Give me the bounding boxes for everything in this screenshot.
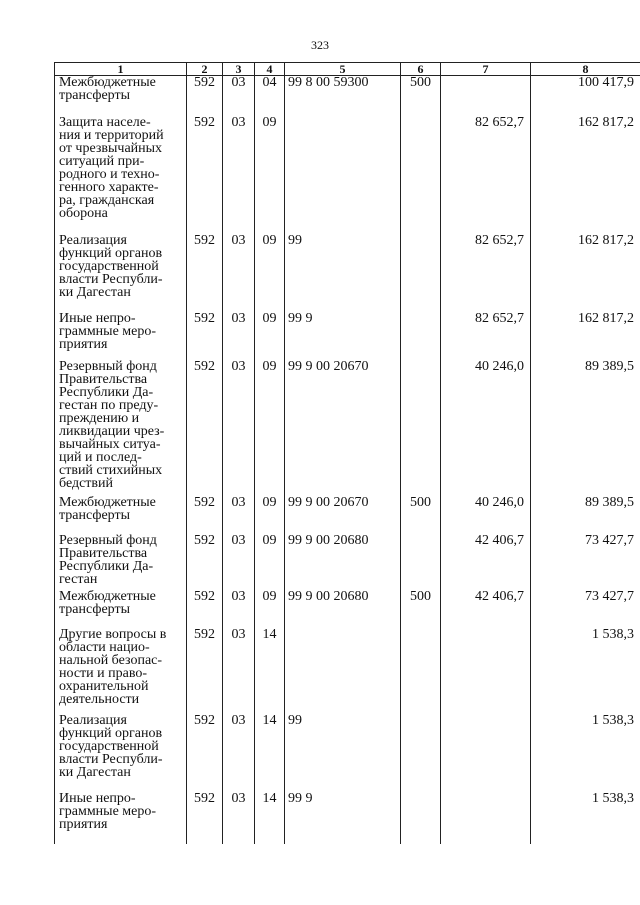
col-header-6: 6	[401, 63, 441, 76]
cell-amount-2: 73 427,7	[531, 534, 640, 590]
name-line: ки Дагестан	[59, 284, 131, 300]
cell-target-article: 99 9	[285, 312, 401, 360]
cell-amount-1: 82 652,7	[441, 312, 531, 360]
budget-table	[54, 62, 640, 844]
cell-kbk-admin: 592	[187, 312, 223, 360]
name-line: ния и территорий	[59, 127, 164, 143]
cell-amount-2: 1 538,3	[531, 714, 640, 792]
cell-amount-1: 40 246,0	[441, 496, 531, 534]
cell-amount-1	[441, 714, 531, 792]
col-header-5: 5	[285, 63, 401, 76]
cell-section: 03	[223, 714, 255, 792]
name-line: Республики Да-	[59, 384, 154, 400]
col-header-2: 2	[187, 63, 223, 76]
name-line: граммные меро-	[59, 323, 157, 339]
name-line: ки Дагестан	[59, 764, 131, 780]
name-line: ций и послед-	[59, 449, 142, 465]
name-line: трансферты	[59, 88, 131, 103]
table-row	[55, 116, 640, 234]
cell-section: 03	[223, 116, 255, 234]
cell-subsection: 09	[255, 534, 285, 590]
name-line: нальной безопас-	[59, 652, 163, 668]
name-line: Реализация	[59, 712, 127, 728]
cell-amount-2: 1 538,3	[531, 628, 640, 714]
name-line: Иные непро-	[59, 310, 136, 326]
name-line: функций органов	[59, 245, 163, 261]
table-body	[55, 76, 640, 844]
cell-name	[55, 76, 187, 116]
table-row	[55, 792, 640, 844]
cell-section: 03	[223, 496, 255, 534]
name-line: гестан	[59, 571, 98, 587]
name-line: гестан по преду-	[59, 397, 159, 413]
table-row	[55, 234, 640, 312]
cell-section: 03	[223, 534, 255, 590]
cell-amount-2: 100 417,9	[531, 76, 640, 116]
cell-name	[55, 360, 187, 496]
cell-amount-1: 42 406,7	[441, 534, 531, 590]
cell-subsection: 14	[255, 792, 285, 844]
cell-name	[55, 534, 187, 590]
name-line: Межбюджетные	[59, 588, 156, 604]
table-row	[55, 590, 640, 628]
cell-amount-2: 162 817,2	[531, 234, 640, 312]
name-line: Правительства	[59, 371, 148, 387]
cell-amount-2: 89 389,5	[531, 496, 640, 534]
cell-amount-1	[441, 792, 531, 844]
cell-section: 03	[223, 590, 255, 628]
cell-subsection: 09	[255, 360, 285, 496]
cell-amount-1: 40 246,0	[441, 360, 531, 496]
cell-target-article: 99	[285, 234, 401, 312]
cell-kbk-admin: 592	[187, 360, 223, 496]
table-row	[55, 534, 640, 590]
name-line: ситуаций при-	[59, 153, 145, 169]
cell-amount-2: 162 817,2	[531, 116, 640, 234]
name-line: Реализация	[59, 232, 127, 248]
col-header-7: 7	[441, 63, 531, 76]
cell-section: 03	[223, 360, 255, 496]
cell-section: 03	[223, 792, 255, 844]
col-header-8: 8	[531, 63, 640, 76]
cell-subsection: 04	[255, 76, 285, 116]
page-number: 323	[311, 38, 329, 52]
cell-amount-1	[441, 76, 531, 116]
cell-name	[55, 312, 187, 360]
name-line: ликвидации чрез-	[59, 423, 165, 439]
cell-expense-type	[401, 534, 441, 590]
cell-kbk-admin: 592	[187, 534, 223, 590]
table-row	[55, 360, 640, 496]
name-line: оборона	[59, 205, 108, 221]
name-line: деятельности	[59, 691, 140, 707]
name-line: Защита населе-	[59, 114, 151, 130]
cell-target-article	[285, 628, 401, 714]
cell-target-article: 99	[285, 714, 401, 792]
table-row	[55, 628, 640, 714]
cell-section: 03	[223, 628, 255, 714]
cell-subsection: 09	[255, 590, 285, 628]
cell-subsection: 09	[255, 312, 285, 360]
cell-target-article: 99 9	[285, 792, 401, 844]
col-header-3: 3	[223, 63, 255, 76]
cell-subsection: 09	[255, 234, 285, 312]
name-line: Резервный фонд	[59, 358, 157, 374]
col-header-1: 1	[55, 63, 187, 76]
cell-target-article: 99 9 00 20670	[285, 496, 401, 534]
name-line: Межбюджетные	[59, 494, 156, 510]
cell-subsection: 09	[255, 116, 285, 234]
cell-section: 03	[223, 312, 255, 360]
name-line: государственной	[59, 258, 159, 274]
cell-expense-type	[401, 360, 441, 496]
cell-amount-1: 82 652,7	[441, 234, 531, 312]
name-line: охранительной	[59, 678, 149, 694]
name-line: власти Республи-	[59, 751, 163, 767]
table-row	[55, 76, 640, 116]
cell-target-article: 99 9 00 20680	[285, 590, 401, 628]
cell-subsection: 14	[255, 714, 285, 792]
cell-expense-type	[401, 628, 441, 714]
name-line: Межбюджетные	[59, 75, 156, 90]
name-line: власти Республи-	[59, 271, 163, 287]
name-line: области нацио-	[59, 639, 150, 655]
name-line: вычайных ситуа-	[59, 436, 161, 452]
cell-name	[55, 496, 187, 534]
name-line: ствий стихийных	[59, 462, 163, 478]
name-line: генного характе-	[59, 179, 159, 195]
cell-kbk-admin: 592	[187, 792, 223, 844]
name-line: Правительства	[59, 545, 148, 561]
cell-subsection: 09	[255, 496, 285, 534]
cell-expense-type	[401, 792, 441, 844]
name-line: приятия	[59, 336, 108, 352]
cell-amount-1: 82 652,7	[441, 116, 531, 234]
cell-name	[55, 714, 187, 792]
name-line: трансферты	[59, 601, 131, 617]
header-row	[55, 63, 640, 76]
cell-amount-2: 162 817,2	[531, 312, 640, 360]
cell-kbk-admin: 592	[187, 76, 223, 116]
table-row	[55, 714, 640, 792]
table-row	[55, 312, 640, 360]
cell-expense-type	[401, 116, 441, 234]
cell-kbk-admin: 592	[187, 590, 223, 628]
cell-kbk-admin: 592	[187, 116, 223, 234]
cell-section: 03	[223, 76, 255, 116]
cell-name	[55, 792, 187, 844]
cell-amount-2: 1 538,3	[531, 792, 640, 844]
name-line: Резервный фонд	[59, 532, 157, 548]
cell-target-article	[285, 116, 401, 234]
cell-target-article: 99 9 00 20670	[285, 360, 401, 496]
cell-target-article: 99 8 00 59300	[285, 76, 401, 116]
name-line: государственной	[59, 738, 159, 754]
cell-subsection: 14	[255, 628, 285, 714]
name-line: трансферты	[59, 507, 131, 523]
name-line: ности и право-	[59, 665, 148, 681]
cell-expense-type	[401, 312, 441, 360]
cell-amount-2: 89 389,5	[531, 360, 640, 496]
name-line: граммные меро-	[59, 803, 157, 819]
cell-kbk-admin: 592	[187, 234, 223, 312]
cell-amount-2: 73 427,7	[531, 590, 640, 628]
name-line: приятия	[59, 816, 108, 832]
cell-target-article: 99 9 00 20680	[285, 534, 401, 590]
name-line: родного и техно-	[59, 166, 160, 182]
cell-name	[55, 590, 187, 628]
cell-kbk-admin: 592	[187, 496, 223, 534]
name-line: от чрезвычайных	[59, 140, 163, 156]
name-line: Иные непро-	[59, 790, 136, 806]
table-header	[55, 63, 640, 76]
cell-name	[55, 628, 187, 714]
cell-amount-1	[441, 628, 531, 714]
name-line: преждению и	[59, 410, 140, 426]
cell-expense-type: 500	[401, 76, 441, 116]
cell-expense-type: 500	[401, 496, 441, 534]
name-line: Республики Да-	[59, 558, 154, 574]
table-row	[55, 496, 640, 534]
col-header-4: 4	[255, 63, 285, 76]
cell-expense-type	[401, 714, 441, 792]
cell-amount-1: 42 406,7	[441, 590, 531, 628]
cell-section: 03	[223, 234, 255, 312]
name-line: бедствий	[59, 475, 114, 491]
cell-kbk-admin: 592	[187, 628, 223, 714]
cell-name	[55, 234, 187, 312]
name-line: ра, гражданская	[59, 192, 155, 208]
cell-kbk-admin: 592	[187, 714, 223, 792]
name-line: функций органов	[59, 725, 163, 741]
cell-name	[55, 116, 187, 234]
cell-expense-type	[401, 234, 441, 312]
cell-expense-type: 500	[401, 590, 441, 628]
name-line: Другие вопросы в	[59, 626, 167, 642]
